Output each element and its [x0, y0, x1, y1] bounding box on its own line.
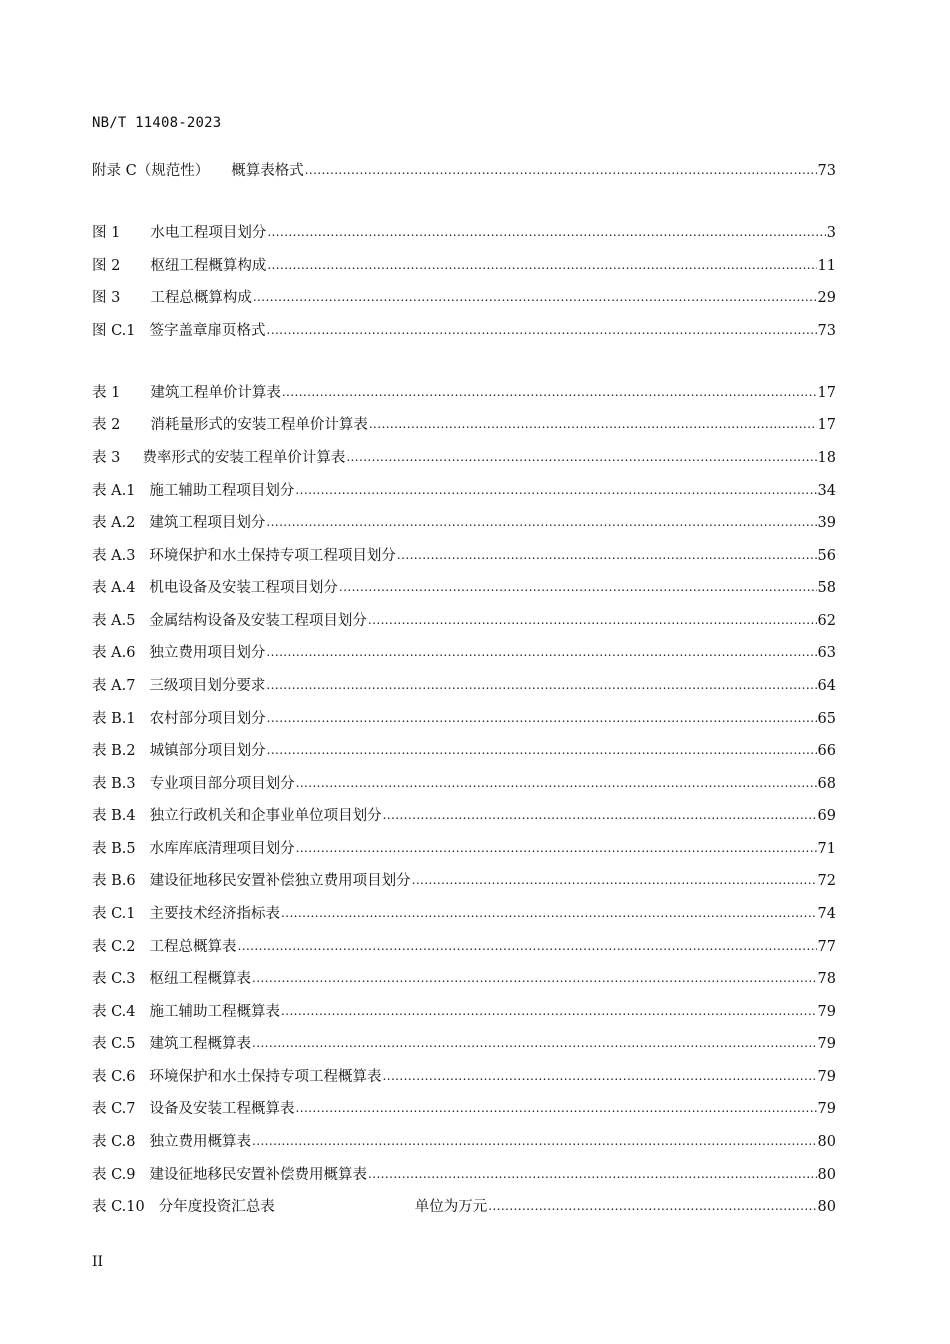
toc-leader-dots [266, 643, 816, 661]
toc-entry-page: 11 [817, 258, 836, 274]
toc-entry-page: 80 [817, 1199, 836, 1215]
toc-entry-label: 表 A.1 [92, 483, 136, 499]
toc-entry-label: 表 B.2 [92, 743, 136, 759]
toc-entry-page: 56 [817, 548, 836, 564]
toc-entry[interactable] [92, 285, 836, 307]
toc-entry-page: 72 [817, 873, 836, 889]
toc-entry-label: 表 C.9 [92, 1167, 136, 1183]
toc-leader-dots [281, 1002, 817, 1020]
toc-entry-label: 图 2 [92, 258, 121, 274]
toc-entry-page: 65 [817, 711, 836, 727]
toc-entry[interactable] [92, 901, 836, 923]
toc-entry-title: 金属结构设备及安装工程项目划分 [149, 613, 367, 629]
toc-entry[interactable] [92, 608, 836, 630]
toc-leader-dots [282, 383, 817, 401]
toc-leader-dots [412, 871, 817, 889]
toc-entry-label: 表 C.10 [92, 1199, 145, 1215]
toc-entry-page: 18 [817, 450, 836, 466]
toc-entry-label: 表 C.1 [92, 906, 136, 922]
toc-entry-label: 表 A.4 [92, 580, 136, 596]
toc-entry[interactable] [92, 220, 836, 242]
toc-entry-page: 73 [817, 163, 836, 179]
toc-entry-title: 主要技术经济指标表 [149, 906, 281, 922]
toc-entry-label: 表 B.1 [92, 711, 136, 727]
toc-leader-dots [238, 937, 817, 955]
toc-entry-label: 表 A.2 [92, 515, 136, 531]
toc-leader-dots [295, 481, 816, 499]
toc-entry[interactable] [92, 412, 836, 434]
toc-entry-title: 独立费用项目划分 [149, 645, 266, 661]
toc-entry-page: 74 [817, 906, 836, 922]
toc-entry-label: 表 B.5 [92, 841, 136, 857]
toc-entry-label: 图 3 [92, 290, 121, 306]
toc-leader-dots [267, 321, 817, 339]
toc-leader-dots [383, 806, 817, 824]
toc-entry-page: 78 [817, 971, 836, 987]
toc-entry-title: 建筑工程概算表 [149, 1036, 252, 1052]
toc-entry-page: 68 [817, 776, 836, 792]
toc-entry-title: 独立费用概算表 [149, 1134, 252, 1150]
toc-entry-title: 独立行政机关和企事业单位项目划分 [149, 808, 382, 824]
toc-entry-title: 枢纽工程概算构成 [150, 258, 267, 274]
toc-entry-label: 表 B.6 [92, 873, 136, 889]
toc-entry[interactable] [92, 868, 836, 890]
toc-entry-page: 79 [817, 1004, 836, 1020]
toc-entry-label: 表 A.6 [92, 645, 136, 661]
toc-entry[interactable] [92, 966, 836, 988]
toc-entry[interactable] [92, 478, 836, 500]
toc-entry-page: 17 [817, 417, 836, 433]
toc-entry-page: 3 [826, 225, 836, 241]
toc-entry-page: 80 [817, 1134, 836, 1150]
toc-leader-dots [368, 1165, 817, 1183]
toc-leader-dots [267, 256, 816, 274]
toc-leader-dots [266, 513, 816, 531]
toc-entry-page: 62 [817, 613, 836, 629]
toc-entry[interactable] [92, 253, 836, 275]
toc-entry-page: 80 [817, 1167, 836, 1183]
toc-entry-title: 工程总概算表 [149, 939, 237, 955]
toc-entry-page: 79 [817, 1101, 836, 1117]
toc-entry-title: 专业项目部分项目划分 [149, 776, 295, 792]
toc-entry-title: 水电工程项目划分 [150, 225, 267, 241]
toc-entry-label: 表 A.7 [92, 678, 136, 694]
toc-leader-dots [339, 578, 817, 596]
toc-entry-title: 机电设备及安装工程项目划分 [149, 580, 338, 596]
toc-entry-title: 建筑工程项目划分 [149, 515, 266, 531]
toc-entry[interactable] [92, 803, 836, 825]
toc-entry-label: 表 1 [92, 385, 121, 401]
toc-entry-page: 73 [817, 323, 836, 339]
toc-entry-label: 表 2 [92, 417, 121, 433]
toc-entry[interactable] [92, 999, 836, 1021]
toc-entry-page: 39 [817, 515, 836, 531]
toc-leader-dots [267, 709, 817, 727]
toc-entry-label: 表 C.8 [92, 1134, 136, 1150]
toc-entry-title: 施工辅助工程项目划分 [149, 483, 295, 499]
toc-leader-dots [266, 676, 816, 694]
toc-entry[interactable] [92, 771, 836, 793]
toc-entry[interactable] [92, 836, 836, 858]
toc-entry-title: 农村部分项目划分 [149, 711, 266, 727]
toc-leader-dots [252, 1034, 817, 1052]
toc-entry-title: 分年度投资汇总表 [158, 1199, 275, 1215]
toc-entry[interactable] [92, 1194, 836, 1216]
toc-leader-dots [346, 448, 816, 466]
toc-entry-title: 环境保护和水土保持专项工程项目划分 [149, 548, 396, 564]
toc-entry-label: 附录 C（规范性） [92, 163, 210, 179]
page-number: II [92, 1254, 104, 1270]
toc-entry[interactable] [92, 445, 836, 467]
toc-entry[interactable] [92, 738, 836, 760]
toc-entry[interactable] [92, 158, 836, 180]
toc-entry[interactable] [92, 706, 836, 728]
toc-entry-label: 表 B.3 [92, 776, 136, 792]
toc-leader-dots [296, 1099, 817, 1117]
toc-entry-unit-note: 单位为万元 [414, 1199, 488, 1215]
toc-entry[interactable] [92, 318, 836, 340]
toc-entry-page: 69 [817, 808, 836, 824]
toc-entry[interactable] [92, 640, 836, 662]
toc-leader-dots [253, 288, 817, 306]
toc-entry-title: 枢纽工程概算表 [149, 971, 252, 987]
toc-entry-title: 签字盖章扉页格式 [149, 323, 266, 339]
toc-entry-label: 表 3 [92, 450, 121, 466]
toc-entry-title: 建设征地移民安置补偿费用概算表 [149, 1167, 368, 1183]
toc-entry-title: 概算表格式 [231, 163, 304, 179]
toc-entry[interactable] [92, 380, 836, 402]
toc-entry[interactable] [92, 1162, 836, 1184]
toc-entry-title: 环境保护和水土保持专项工程概算表 [149, 1069, 382, 1085]
toc-leader-dots [369, 415, 817, 433]
toc-entry-page: 64 [817, 678, 836, 694]
toc-entry-title: 费率形式的安装工程单价计算表 [142, 450, 346, 466]
toc-entry-title: 城镇部分项目划分 [149, 743, 266, 759]
toc-entry-label: 表 A.3 [92, 548, 136, 564]
toc-entry-label: 表 B.4 [92, 808, 136, 824]
toc-entry-label: 表 C.2 [92, 939, 136, 955]
toc-leader-dots [267, 741, 817, 759]
toc-leader-dots [252, 1132, 817, 1150]
toc-entry-title: 设备及安装工程概算表 [149, 1101, 295, 1117]
toc-entry-title: 建筑工程单价计算表 [150, 385, 281, 401]
toc-entry[interactable] [92, 543, 836, 565]
toc-leader-dots [296, 839, 817, 857]
toc-entry-label: 表 C.3 [92, 971, 136, 987]
toc-leader-dots [383, 1067, 817, 1085]
toc-leader-dots [368, 611, 817, 629]
toc-leader-dots [281, 904, 817, 922]
toc-entry-page: 71 [817, 841, 836, 857]
toc-entry[interactable] [92, 1129, 836, 1151]
toc-entry-label: 图 1 [92, 225, 121, 241]
toc-entry-title: 水库库底清理项目划分 [149, 841, 295, 857]
toc-entry-label: 表 A.5 [92, 613, 136, 629]
toc-entry[interactable] [92, 575, 836, 597]
toc-entry-label: 表 C.4 [92, 1004, 136, 1020]
toc-entry-label: 表 C.5 [92, 1036, 136, 1052]
toc-leader-dots [397, 546, 817, 564]
toc-leader-dots [267, 223, 825, 241]
toc-leader-dots [296, 774, 817, 792]
toc-entry-page: 63 [817, 645, 836, 661]
toc-entry[interactable] [92, 1031, 836, 1053]
toc-entry[interactable] [92, 510, 836, 532]
toc-entry-page: 34 [817, 483, 836, 499]
toc-entry-label: 表 C.6 [92, 1069, 136, 1085]
standard-code: NB/T 11408-2023 [92, 115, 222, 131]
toc-entry[interactable] [92, 1096, 836, 1118]
toc-entry-label: 图 C.1 [92, 323, 136, 339]
toc-entry-title: 三级项目划分要求 [149, 678, 266, 694]
toc-entry-title: 施工辅助工程概算表 [149, 1004, 281, 1020]
toc-entry-page: 79 [817, 1069, 836, 1085]
toc-entry[interactable] [92, 934, 836, 956]
toc-leader-dots [488, 1197, 816, 1215]
toc-entry-page: 79 [817, 1036, 836, 1052]
toc-leader-dots [305, 161, 817, 179]
toc-entry-title: 建设征地移民安置补偿独立费用项目划分 [149, 873, 411, 889]
toc-entry-page: 58 [817, 580, 836, 596]
toc-entry-title: 工程总概算构成 [150, 290, 252, 306]
toc-entry[interactable] [92, 673, 836, 695]
toc-leader-dots [252, 969, 817, 987]
toc-entry-label: 表 C.7 [92, 1101, 136, 1117]
toc-entry[interactable] [92, 1064, 836, 1086]
toc-entry-title: 消耗量形式的安装工程单价计算表 [150, 417, 368, 433]
toc-entry-page: 66 [817, 743, 836, 759]
toc-entry-page: 17 [817, 385, 836, 401]
toc-entry-page: 77 [817, 939, 836, 955]
toc-entry-page: 29 [817, 290, 836, 306]
